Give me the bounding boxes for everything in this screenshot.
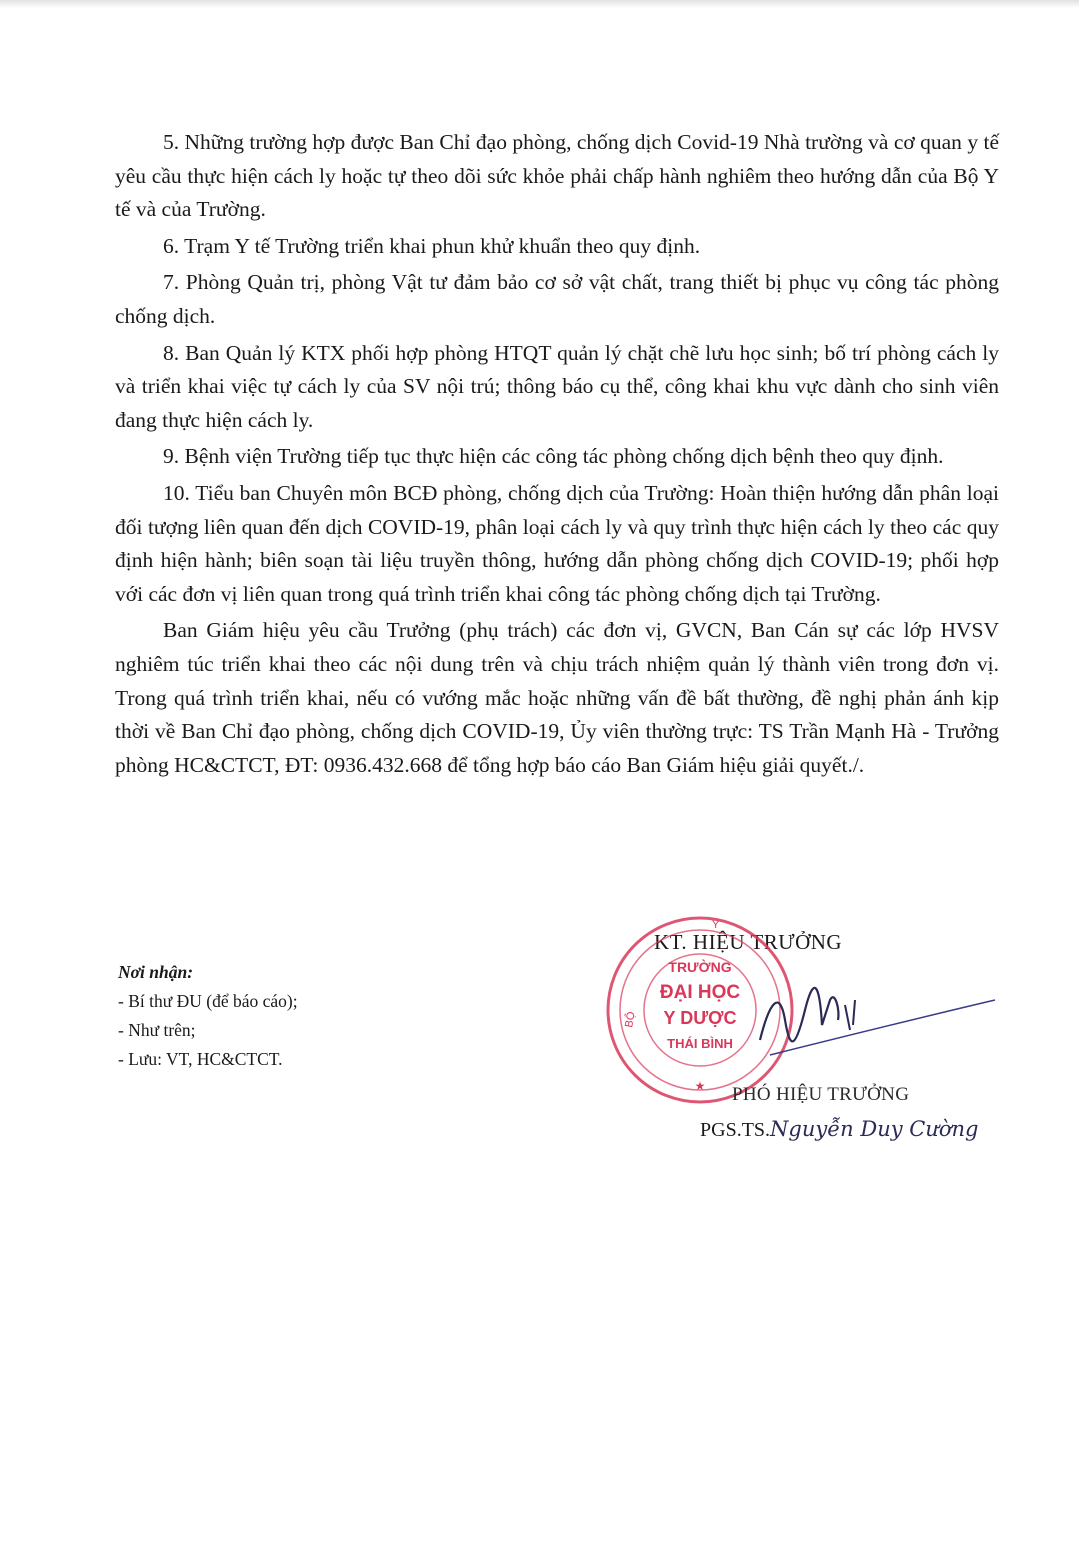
document-body xyxy=(115,126,999,785)
recipients-block xyxy=(118,958,478,1074)
paragraph-10: 10. Tiểu ban Chuyên môn BCĐ phòng, chống dịch của Trường: Hoàn thiện hướng dẫn phân loại đối tượng liên quan đến dịch COVID-19, phân loại cách ly và quy trình thực hiện cách ly theo các quy định hiện hành; biên soạn tài liệu truyền thông, hướng dẫn phòng chống dịch COVID-19; phối hợp với các đơn vị liên quan trong quá trình triển khai công tác phòng chống dịch tại Trường. xyxy=(115,480,999,606)
signer-full-name: Nguyễn Duy Cường xyxy=(770,1117,979,1141)
handwritten-signature-icon xyxy=(750,980,1000,1060)
stamp-line-2: ĐẠI HỌC xyxy=(659,982,741,1003)
stamp-line-1: TRƯỜNG xyxy=(668,959,732,975)
stamp-line-4: THÁI BÌNH xyxy=(667,1036,733,1051)
signature-heading: KT. HIỆU TRƯỞNG xyxy=(654,930,843,954)
paragraph-6: 6. Trạm Y tế Trường triển khai phun khử khuẩn theo quy định. xyxy=(163,233,701,258)
stamp-ring-letter: BỘ xyxy=(623,1010,638,1029)
paragraph-9: 9. Bệnh viện Trường tiếp tục thực hiện các công tác phòng chống dịch bệnh theo quy định. xyxy=(163,444,944,469)
recipient-item: - Bí thư ĐU (để báo cáo); xyxy=(118,991,298,1011)
recipients-title: Nơi nhận: xyxy=(118,962,194,982)
signer-name xyxy=(700,1117,978,1142)
stamp-line-3: Y DƯỢC xyxy=(663,1008,737,1028)
recipient-item: - Như trên; xyxy=(118,1020,196,1040)
paragraph-5: 5. Những trường hợp được Ban Chỉ đạo phòng, chống dịch Covid-19 Nhà trường và cơ quan y tế yêu cầu thực hiện cách ly hoặc tự theo dõi sức khỏe phải chấp hành nghiêm theo hướng dẫn của Bộ Y tế và của Trường. xyxy=(115,130,999,222)
signature-block xyxy=(600,910,1000,1170)
svg-text:★: ★ xyxy=(694,1079,706,1093)
paragraph-8: 8. Ban Quản lý KTX phối hợp phòng HTQT quản lý chặt chẽ lưu học sinh; bố trí phòng cách ly và triển khai việc tự cách ly của SV nội trú; thông báo cụ thể, công khai khu vực dành cho sinh viên đang thực hiện cách ly. xyxy=(115,340,999,432)
closing-paragraph: Ban Giám hiệu yêu cầu Trưởng (phụ trách) các đơn vị, GVCN, Ban Cán sự các lớp HVSV nghiêm túc triển khai theo các nội dung trên và chịu trách nhiệm quản lý thành viên trong đơn vị. Trong quá trình triển khai, nếu có vướng mắc hoặc những vấn đề bất thường, đề nghị phản ánh kịp thời về Ban Chỉ đạo phòng, chống dịch COVID-19, Ủy viên thường trực: TS Trần Mạnh Hà - Trưởng phòng HC&CTCT, ĐT: 0936.432.668 để tổng hợp báo cáo Ban Giám hiệu giải quyết./. xyxy=(115,618,999,777)
paragraph-7: 7. Phòng Quản trị, phòng Vật tư đảm bảo cơ sở vật chất, trang thiết bị phục vụ công tác phòng chống dịch. xyxy=(115,270,999,328)
stamp-ring-letter: Y xyxy=(712,919,720,931)
signer-title: PGS.TS. xyxy=(700,1119,771,1141)
signature-subtitle: PHÓ HIỆU TRƯỞNG xyxy=(732,1084,910,1105)
recipient-item: - Lưu: VT, HC&CTCT. xyxy=(118,1049,283,1069)
page-edge xyxy=(0,0,1079,8)
